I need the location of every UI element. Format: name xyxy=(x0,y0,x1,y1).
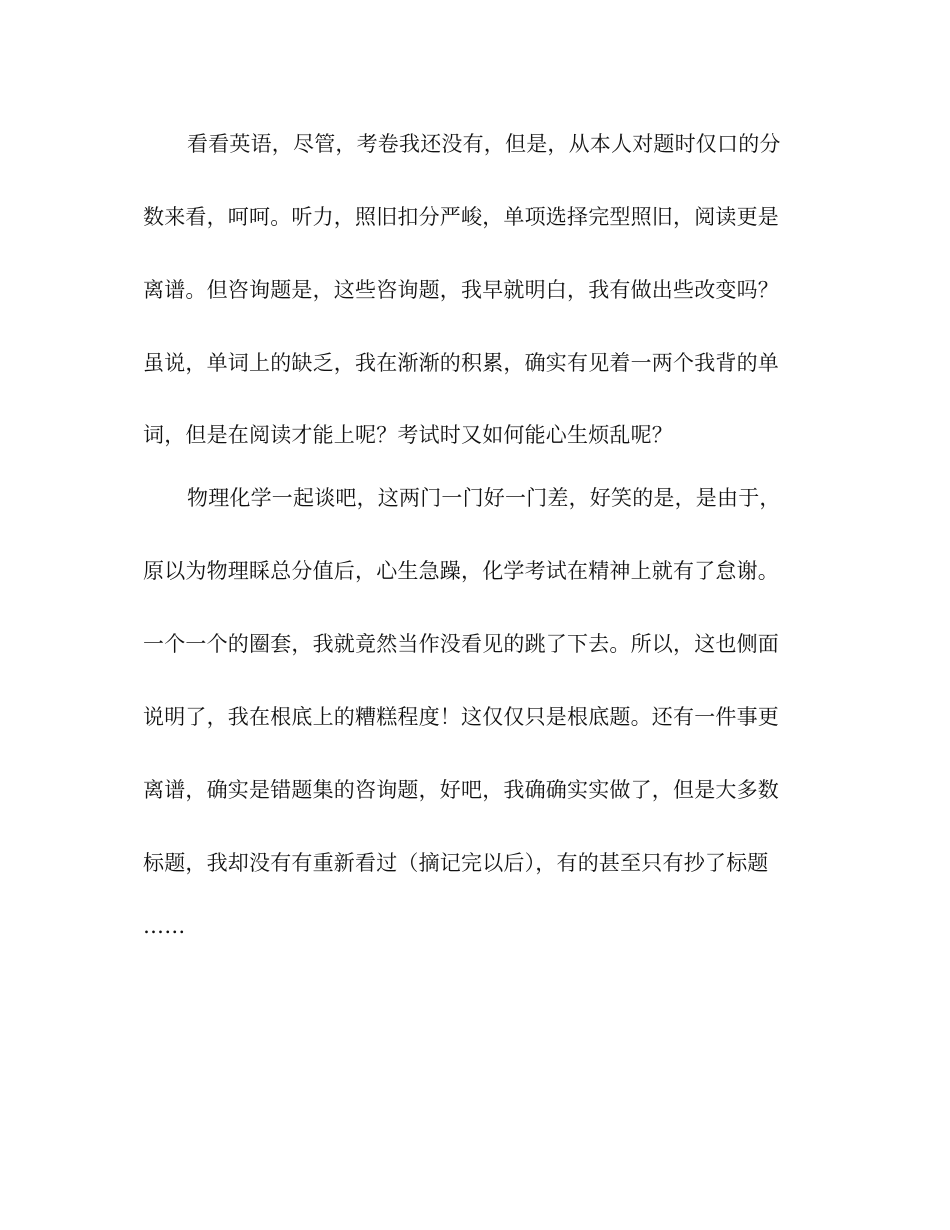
text-line: 一个一个的圈套，我就竟然当作没看见的跳了下去。所以，这也侧面 xyxy=(143,632,779,656)
text-line: 标题，我却没有有重新看过（摘记完以后），有的甚至只有抄了标题 xyxy=(143,851,769,875)
text-line: 离谱。但咨询题是，这些咨询题，我早就明白，我有做出些改变吗？ xyxy=(143,278,779,302)
text-line: 物理化学一起谈吧，这两门一门好一门差，好笑的是，是由于， xyxy=(187,486,781,510)
text-line: 词，但是在阅读才能上呢？考试时又如何能心生烦乱呢？ xyxy=(143,423,673,447)
text-line: …… xyxy=(143,914,186,938)
text-line: 看看英语，尽管，考卷我还没有，但是，从本人对题时仅口的分 xyxy=(187,132,781,156)
text-line: 离谱，确实是错题集的咨询题，好吧，我确确实实做了，但是大多数 xyxy=(143,778,779,802)
text-line: 虽说，单词上的缺乏，我在渐渐的积累，确实有见着一两个我背的单 xyxy=(143,351,779,375)
text-line: 原以为物理睬总分值后，心生急躁，化学考试在精神上就有了怠谢。 xyxy=(143,559,779,583)
text-line: 数来看，呵呵。听力，照旧扣分严峻，单项选择完型照旧，阅读更是 xyxy=(143,205,779,229)
text-line: 说明了，我在根底上的糟糕程度！这仅仅只是根底题。还有一件事更 xyxy=(143,705,779,729)
